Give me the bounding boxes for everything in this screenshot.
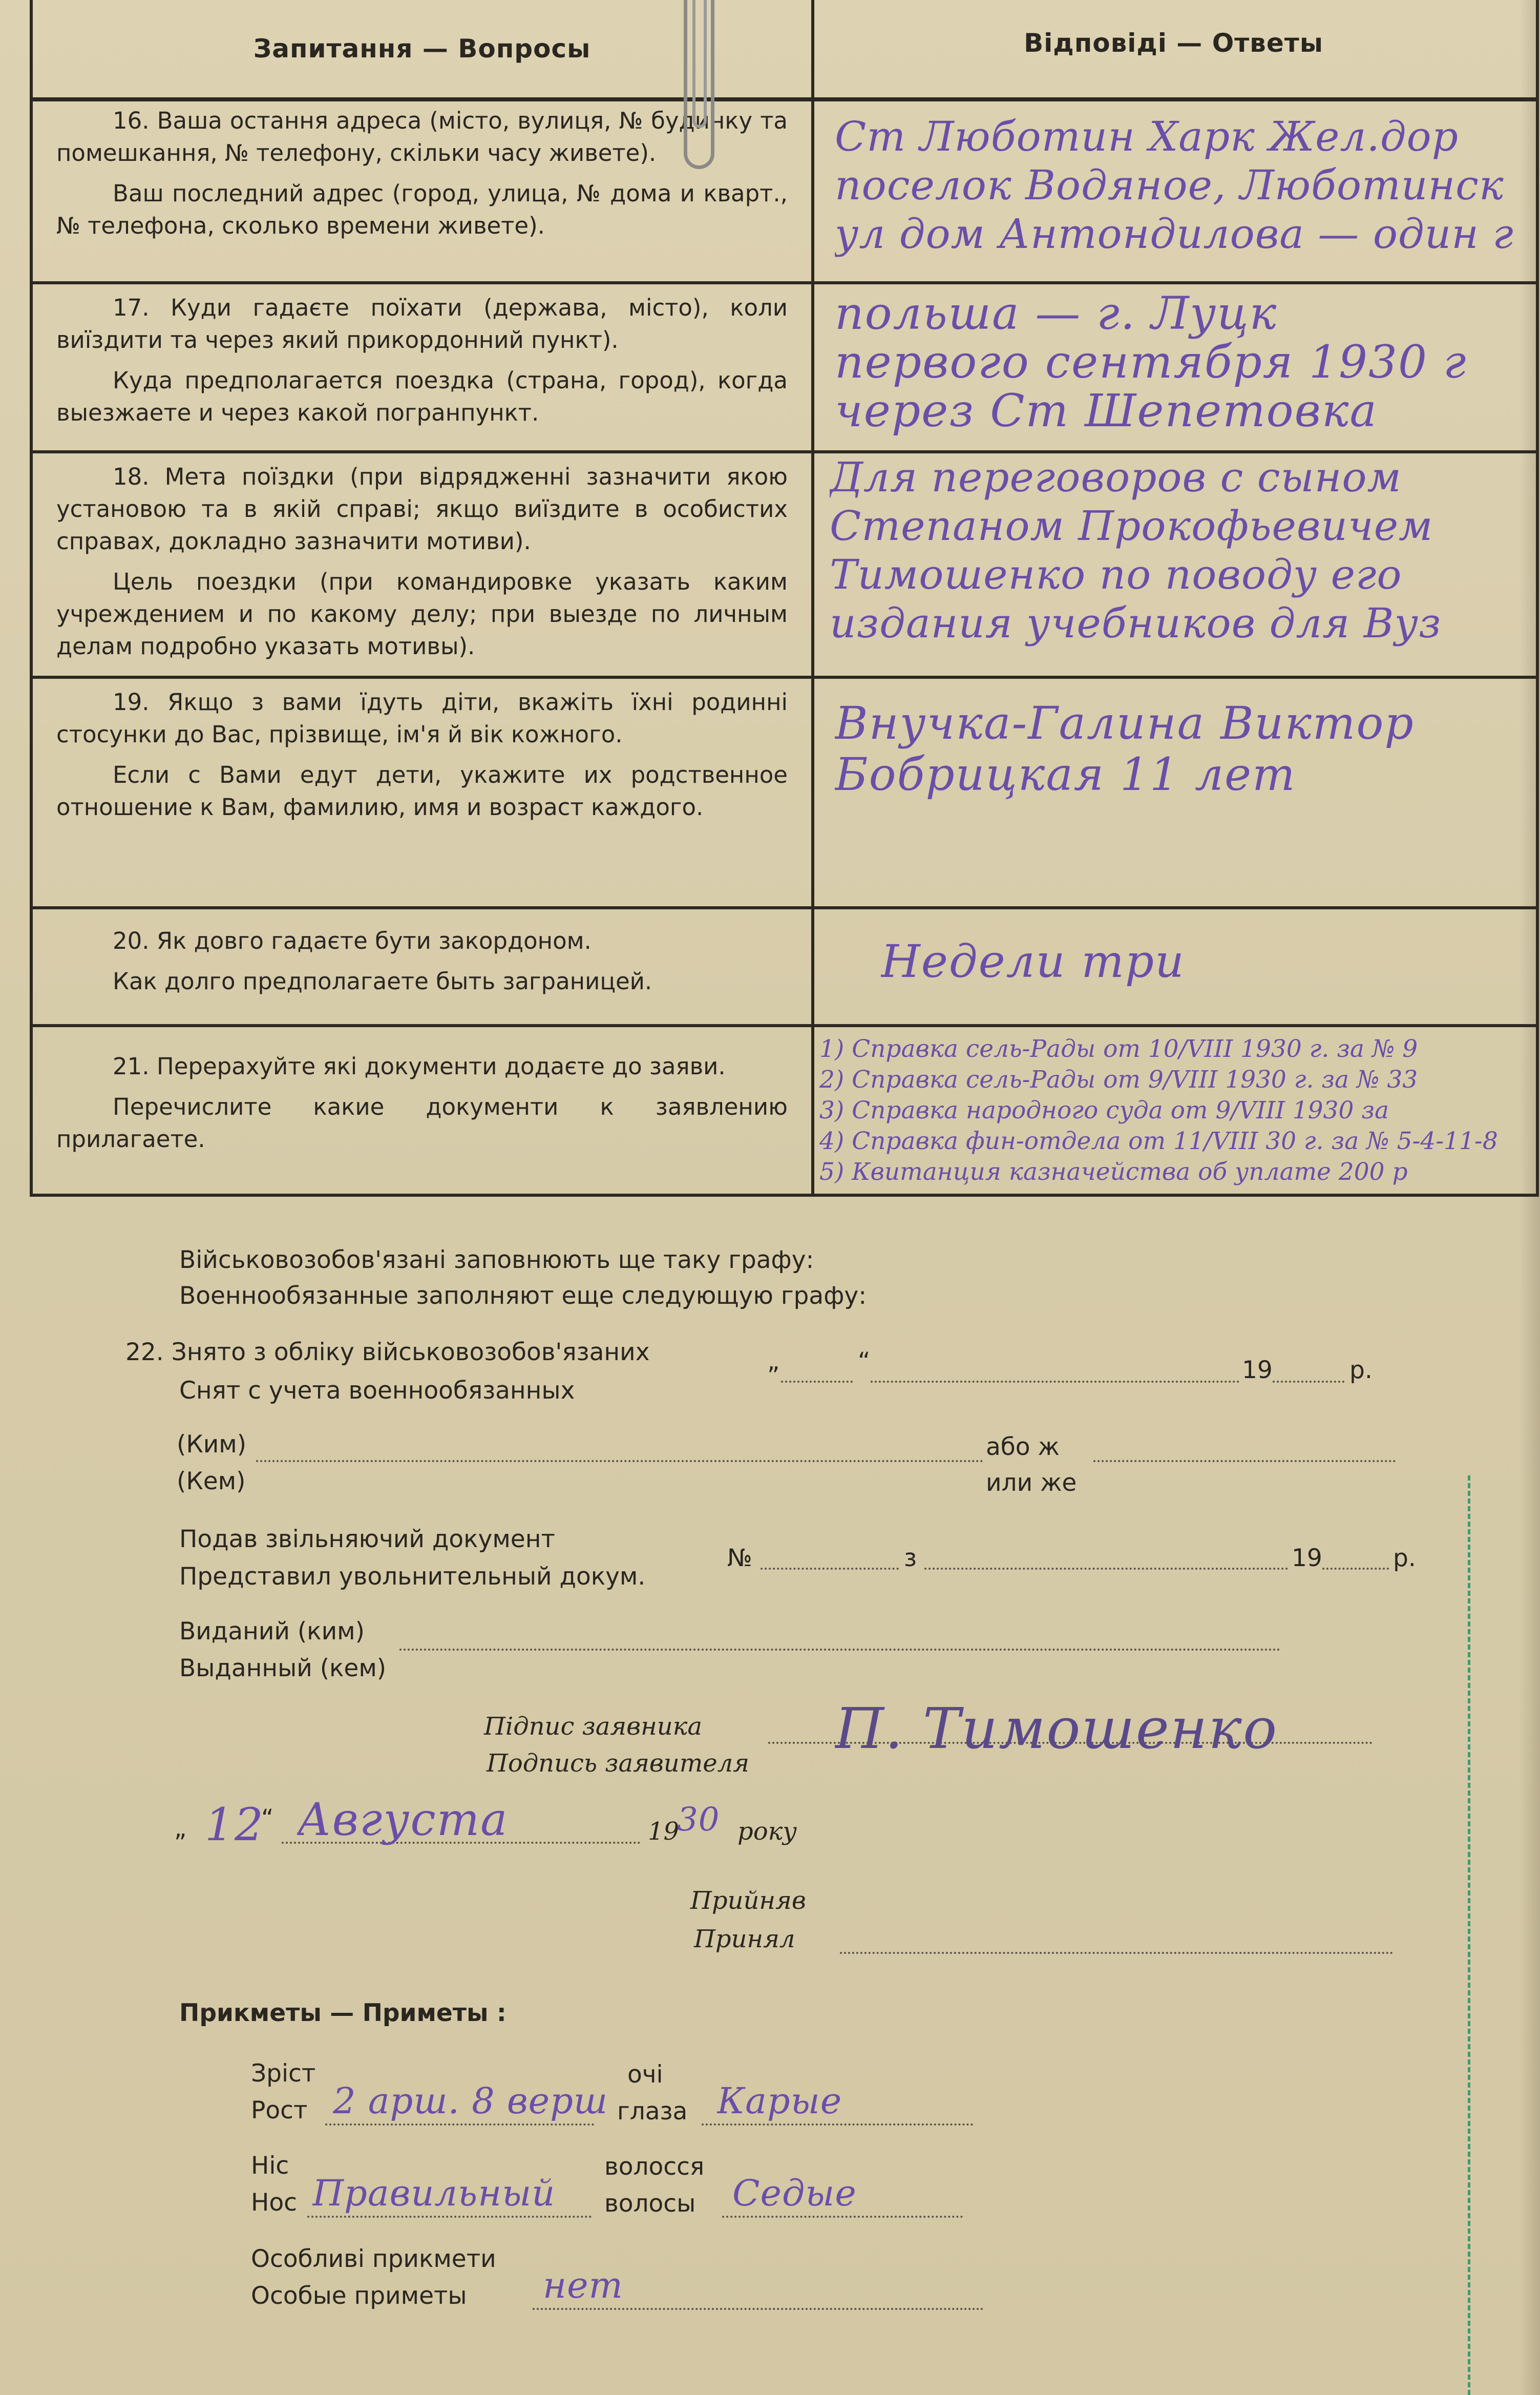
q22-ua: 22. Знято з обліку військовозобов'язаних — [125, 1338, 650, 1366]
special-ru: Особые приметы — [251, 2282, 467, 2310]
answer-20-line-1: Недели три — [881, 935, 1185, 988]
q22-day-line — [781, 1381, 853, 1383]
issued-line — [399, 1649, 1280, 1651]
abo-zh-line — [1093, 1460, 1396, 1462]
answer-16-line-2: поселок Водяное, Люботинск — [835, 161, 1504, 209]
answer-19-line-2: Бобрицкая 11 лет — [835, 748, 1296, 801]
date-year-handwritten: 30 — [677, 1801, 720, 1839]
paperclip-inner-icon — [692, 0, 707, 128]
green-margin-line — [1468, 1475, 1470, 2395]
answer-21-line-5: 5) Квитанция казначейства об уплате 200 р — [819, 1158, 1408, 1186]
date-year-prefix: 19 — [648, 1817, 680, 1846]
signature-label-ua: Підпис заявника — [484, 1712, 702, 1741]
special-ua: Особливі прикмети — [251, 2245, 496, 2273]
answer-21-line-3: 3) Справка народного суда от 9/VIII 1930 за — [819, 1096, 1389, 1124]
abo-zh: або ж — [986, 1433, 1060, 1461]
question-19 — [33, 679, 811, 909]
hair-value: Седые — [732, 2172, 857, 2214]
date-day: 12 — [205, 1798, 264, 1851]
accepted-ua: Прийняв — [690, 1886, 806, 1915]
features-title: Прикметы — Приметы : — [179, 1999, 507, 2027]
answer-16 — [814, 97, 1536, 284]
question-20-ru: Как долго предполагаете быть заграницей. — [113, 968, 652, 995]
nose-line — [307, 2216, 592, 2218]
accepted-ru: Принял — [694, 1925, 795, 1953]
doc-number-line — [761, 1568, 899, 1570]
answer-18 — [814, 453, 1536, 679]
question-20 — [33, 909, 811, 1027]
answer-17 — [814, 284, 1536, 453]
date-month: Августа — [297, 1793, 509, 1846]
ili-zhe: или же — [986, 1469, 1077, 1497]
questions-table — [30, 0, 1539, 1197]
table-header — [33, 0, 1536, 101]
doc-ru: Представил увольнительный докум. — [179, 1563, 646, 1591]
hair-line — [722, 2216, 963, 2218]
q22-open-quote: „ — [767, 1347, 780, 1376]
answer-16-line-1: Ст Люботин Харк Жел.дор — [835, 113, 1459, 160]
military-intro-ua: Військовозобов'язані заповнюють ще таку графу: — [179, 1246, 814, 1274]
doc-ua: Подав звільняючий документ — [179, 1525, 555, 1553]
eyes-value: Карые — [717, 2080, 842, 2122]
answer-18-line-1: Для переговоров с сыном — [830, 453, 1402, 501]
question-18-ru: Цель поездки (при командировке указать каким учреждением и по какому делу; при выезде по личным делам подробно указать мотивы). — [56, 568, 788, 660]
height-value: 2 арш. 8 верш — [333, 2080, 608, 2122]
special-value: нет — [543, 2264, 623, 2306]
answer-21-line-2: 2) Справка сель-Рады от 9/VIII 1930 г. за № 33 — [819, 1066, 1418, 1094]
header-questions: Запитання — Вопросы — [253, 34, 591, 64]
answer-17-line-3: через Ст Шепетовка — [835, 384, 1378, 437]
issued-ru: Выданный (кем) — [179, 1654, 387, 1682]
question-18-ua: 18. Мета поїздки (при відрядженні зазначити якою установою та в якій справі; якщо виїздите в особистих справах, докладно зазначити мотиви). — [56, 463, 788, 555]
q22-year-suffix: р. — [1349, 1356, 1373, 1384]
hair-ua: волосся — [604, 2153, 705, 2181]
answer-21 — [814, 1027, 1536, 1194]
answer-20 — [814, 909, 1536, 1027]
answer-17-line-1: польша — г. Луцк — [835, 287, 1278, 340]
date-open-quote: „ — [174, 1815, 187, 1843]
doc-year-suffix: р. — [1393, 1544, 1416, 1572]
doc-year-prefix: 19 — [1292, 1544, 1322, 1572]
answer-21-line-4: 4) Справка фин-отдела от 11/VIII 30 г. за № 5-4-11-8 — [819, 1127, 1498, 1155]
question-16-ua: 16. Ваша остання адреса (місто, вулиця, № будинку та помешкання, № телефону, скільки часу живете). — [56, 107, 788, 166]
answer-18-line-2: Степаном Прокофьевичем — [830, 502, 1433, 550]
kym-ru: (Кем) — [177, 1467, 246, 1495]
hair-ru: волосы — [604, 2190, 696, 2218]
question-18 — [33, 453, 811, 679]
question-16-ru: Ваш последний адрес (город, улица, № дома и кварт., № телефона, сколько времени живете). — [56, 180, 788, 239]
page-fold-shadow — [1520, 0, 1540, 2395]
question-21 — [33, 1027, 811, 1194]
kym-ua: (Ким) — [177, 1430, 247, 1459]
height-line — [325, 2123, 594, 2126]
signature-label-ru: Подпись заявителя — [487, 1749, 749, 1778]
question-20-ua: 20. Як довго гадаєте бути закордоном. — [113, 927, 592, 954]
date-close-quote: “ — [261, 1804, 274, 1832]
answer-18-line-3: Тимошенко по поводу его — [830, 551, 1402, 598]
question-17-ua: 17. Куди гадаєте поїхати (держава, місто), коли виїздити та через який прикордонний пункт). — [56, 294, 788, 353]
doc-number-sign: № — [727, 1544, 752, 1572]
doc-date-line — [924, 1568, 1288, 1570]
nose-ru: Нос — [251, 2189, 297, 2217]
q22-month-line — [871, 1381, 1239, 1383]
kym-line — [256, 1460, 983, 1462]
nose-value: Правильный — [312, 2172, 556, 2214]
doc-year-line — [1322, 1568, 1389, 1570]
question-21-ua: 21. Перерахуйте які документи додаєте до заяви. — [113, 1053, 726, 1080]
military-intro-ru: Военнообязанные заполняют еще следующую графу: — [179, 1282, 867, 1310]
nose-ua: Ніс — [251, 2152, 289, 2180]
q22-year-prefix: 19 — [1242, 1356, 1273, 1384]
answer-18-line-4: издания учебников для Вуз — [830, 599, 1442, 647]
header-answers: Відповіді — Ответы — [1024, 28, 1323, 58]
date-year-word: року — [737, 1817, 797, 1846]
q22-ru: Снят с учета военнообязанных — [179, 1377, 575, 1405]
q22-year-line — [1273, 1381, 1344, 1383]
special-line — [533, 2308, 983, 2310]
question-19-ru: Если с Вами едут дети, укажите их родственное отношение к Вам, фамилию, имя и возраст каждого. — [56, 761, 788, 821]
eyes-ua: очі — [627, 2060, 663, 2089]
eyes-ru: глаза — [617, 2097, 688, 2126]
height-ru: Рост — [251, 2096, 308, 2125]
answer-21-line-1: 1) Справка сель-Рады от 10/VIII 1930 г. за № 9 — [819, 1035, 1418, 1063]
eyes-line — [702, 2123, 973, 2126]
q22-close-quote: “ — [858, 1347, 871, 1376]
question-17-ru: Куда предполагается поездка (страна, город), когда выезжаете и через какой погранпункт. — [56, 367, 788, 426]
answer-17-line-2: первого сентября 1930 г — [835, 336, 1467, 388]
height-ua: Зріст — [251, 2059, 316, 2088]
question-21-ru: Перечислите какие документи к заявлению прилагаете. — [56, 1093, 788, 1153]
question-19-ua: 19. Якщо з вами їдуть діти, вкажіть їхні родинні стосунки до Вас, прізвище, ім'я й вік кожного. — [56, 689, 788, 748]
answer-19-line-1: Внучка-Галина Виктор — [835, 697, 1415, 749]
accepted-line — [840, 1952, 1393, 1954]
issued-ua: Виданий (ким) — [179, 1617, 365, 1646]
doc-z: з — [904, 1544, 917, 1572]
question-17 — [33, 284, 811, 453]
answer-16-line-3: ул дом Антондилова — один г — [835, 210, 1514, 258]
signature-value: П. Тимошенко — [835, 1696, 1278, 1761]
answer-19 — [814, 679, 1536, 909]
